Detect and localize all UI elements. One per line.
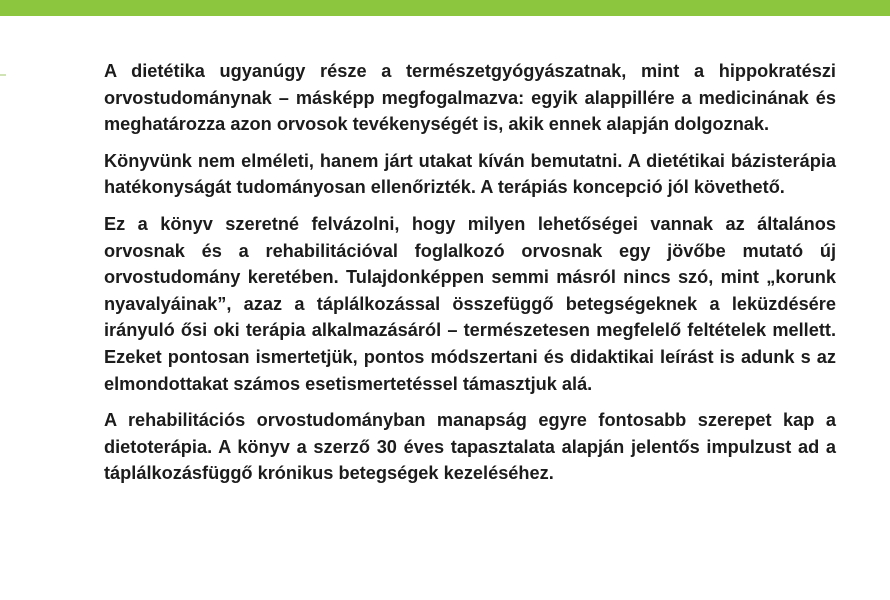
top-green-band <box>0 0 890 16</box>
blurb-text-block <box>104 58 836 487</box>
paragraph-4: A rehabilitációs orvostudományban manapság egyre fontosabb szerepet kap a dietoterápia. A könyv a szerző 30 éves tapasztalata alapján jelentős impulzust ad a táplálkozásfüggő krónikus betegségek kezeléséhez. <box>104 410 836 484</box>
paragraph-2: Könyvünk nem elméleti, hanem járt utakat kíván bemutatni. A dietétikai bázisterápia hatékonyságát tudományosan ellenőrizték. A terápiás koncepció jól követhető. <box>104 150 836 198</box>
paragraph-1: A dietétika ugyanúgy része a természetgyógyászatnak, mint a hippokratészi orvostudománynak – másképp megfogalmazva: egyik alappillére a medicinának és meghatározza azon orvosok tevékenységét is, akik ennek alapján dolgoznak. <box>104 61 836 135</box>
paragraph-3: Ez a könyv szeretné felvázolni, hogy milyen lehetőségei vannak az általános orvosnak és a rehabilitációval foglalkozó orvosnak egy jövőbe mutató új orvostudomány keretében. Tulajdonképpen semmi másról nincs szó, mint „korunk nyavalyáinak”, azaz a táplálkozással összefüggő betegségeknek a leküzdésére irányuló ősi oki terápia alkalmazásáról – természetesen megfelelő feltételek mellett. Ezeket pontosan ismertetjük, pontos módszertani és didaktikai leírást is adunk s az elmondottakat számos esetismertetéssel támasztjuk alá. <box>104 213 836 394</box>
left-edge-mark <box>0 74 6 76</box>
